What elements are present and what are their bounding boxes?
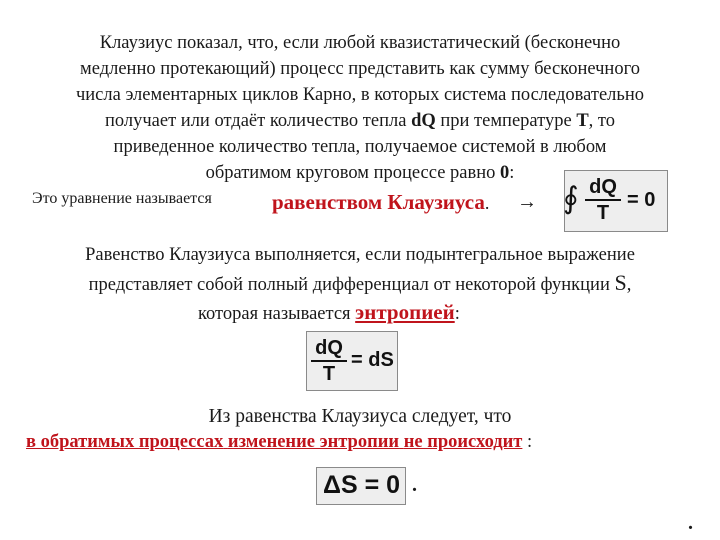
entropy-change-formula [316, 467, 406, 505]
contour-integral-symbol: ∮ [563, 181, 579, 216]
formula1-fraction [585, 176, 621, 224]
dot-2: . [688, 512, 693, 534]
conclusion-part-2: изменение энтропии [227, 432, 400, 452]
formula1-fraction-bar [585, 199, 621, 201]
conclusion-part-3: не происходит [403, 432, 523, 452]
intro-paragraph [14, 30, 706, 186]
intro-line-2: медленно протекающий) процесс представить как сумму бесконечного [80, 59, 640, 79]
formula2-fraction [311, 337, 347, 385]
intro-line-4 [14, 108, 706, 134]
intro-line-5: приведенное количество тепла, получаемое системой в любом [113, 137, 607, 157]
dq-symbol: dQ [411, 111, 436, 131]
clausius-term-text: равенством Клаузиуса [272, 190, 485, 214]
formula1-rhs: = 0 [627, 189, 656, 211]
dot-1: . [412, 474, 417, 496]
entropy-term: энтропией [355, 300, 455, 324]
intro-line-1: Клаузиус показал, что, если любой квазистатический (бесконечно [99, 33, 621, 53]
intro-line-6-text-a: обратимом круговом процессе равно [205, 163, 501, 183]
t-symbol: T [576, 111, 589, 131]
intro-line-4-text-a: получает или отдаёт количество тепла [104, 111, 412, 131]
clausius-term [272, 190, 489, 215]
formula2-rhs: = dS [351, 349, 394, 371]
formula1-numerator: dQ [589, 176, 617, 198]
intro-line-6-colon: : [509, 163, 515, 183]
clausius-equality-formula [564, 170, 668, 232]
formula2-denominator: T [322, 363, 336, 385]
conclusion-intro: Из равенства Клаузиуса следует, что [208, 406, 512, 427]
clausius-period: . [484, 193, 490, 213]
zero-symbol: 0 [500, 163, 510, 183]
intro-line-4-text-e: , то [588, 111, 616, 131]
conclusion-colon: : [527, 432, 533, 452]
entropy-line-text: которая называется [198, 304, 356, 324]
formula2-fraction-bar [311, 360, 347, 362]
entropy-colon: : [454, 304, 460, 324]
intro-line-4-text-c: при температуре [435, 111, 577, 131]
conclusion-statement [26, 432, 532, 453]
entropy-differential-formula [306, 331, 398, 391]
formula1-denominator: T [596, 202, 610, 224]
para2-line-2-comma: , [626, 275, 632, 295]
conclusion-part-1: в обратимых процессах [26, 432, 224, 452]
intro-line-3: числа элементарных циклов Карно, в которых система последовательно [75, 85, 645, 105]
formula3-text: ΔS = 0 [323, 471, 401, 499]
paragraph-2 [20, 241, 700, 299]
para2-line-2 [20, 269, 700, 299]
equation-name-text: Это уравнение называется [32, 190, 212, 207]
entropy-line [198, 300, 460, 325]
s-symbol: S [614, 270, 627, 295]
arrow-right-icon: → [517, 191, 537, 213]
formula2-numerator: dQ [315, 337, 343, 359]
para2-line-2-text: представляет собой полный дифференциал от некоторой функции [88, 275, 615, 295]
para2-line-1: Равенство Клаузиуса выполняется, если подынтегральное выражение [85, 245, 635, 265]
